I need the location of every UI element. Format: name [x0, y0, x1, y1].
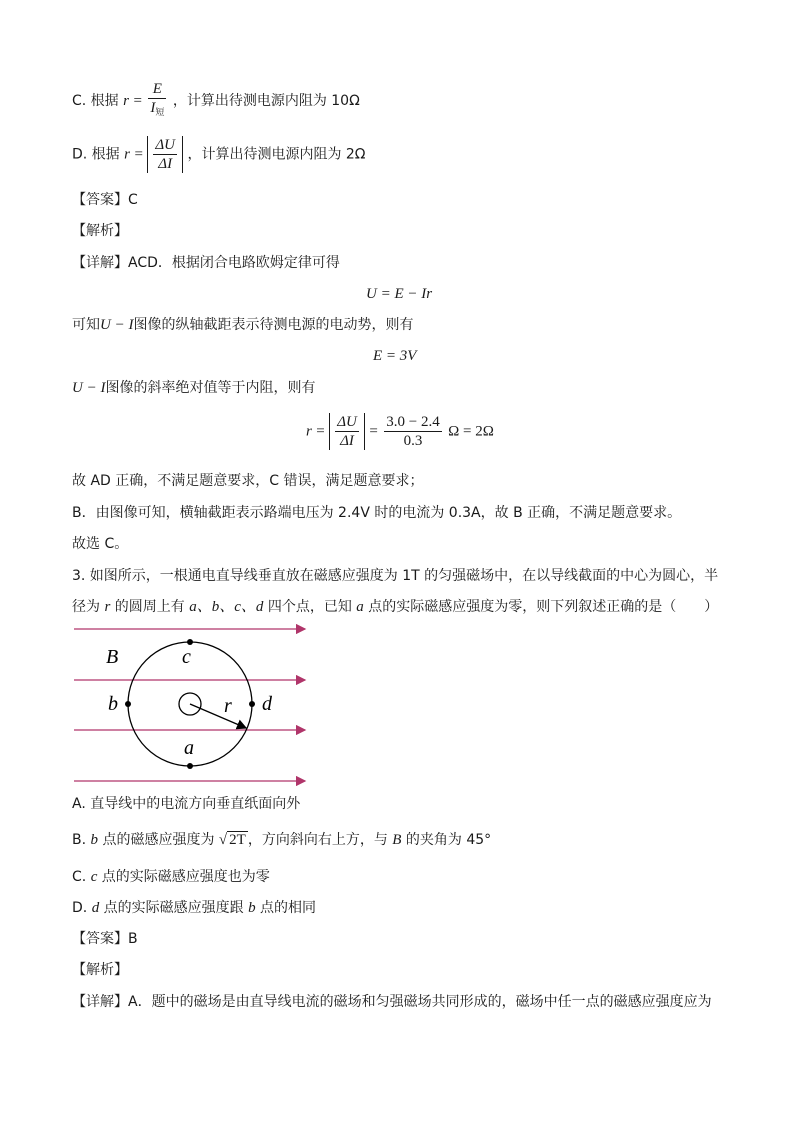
point-a: [187, 763, 193, 769]
magnetic-field-figure: [70, 620, 315, 790]
detail-text-2: 【详解】A．题中的磁场是由直导线电流的磁场和匀强磁场共同形成的，磁场中任一点的磁感应强度应为: [72, 994, 712, 1010]
equation-1: U = E − Ir: [366, 286, 433, 302]
radius-arrow: [190, 704, 246, 728]
option-b-q3: B. b 点的磁感应强度为 √ 2T ，方向斜向右上方，与 B 的夹角为 45°: [72, 832, 492, 848]
option-c: C. 根据 r = $\frac{E}{I_短}$ ，计算出待测电源内阻为 10Ω: [72, 80, 360, 122]
label-d: d: [262, 693, 272, 715]
sqrt-symbol: √ 2T: [218, 832, 246, 848]
label-b: b: [108, 693, 118, 715]
paragraph-1: 可知U − I图像的纵轴截距表示待测电源的电动势，则有: [72, 317, 414, 333]
label-c: c: [182, 646, 191, 668]
paragraph-4: B．由图像可知，横轴截距表示路端电压为 2.4V 时的电流为 0.3A，故 B 正确，不满足题意要求。: [72, 505, 682, 521]
answer-label-2: 【答案】B: [72, 931, 138, 947]
point-d: [249, 701, 255, 707]
option-c-q3: C. c 点的实际磁感应强度也为零: [72, 869, 270, 885]
equation-3: r = $\frac{\Delta U}{\Delta I}$ = $\frac{3.0 - 2.4}{0.3}$ Ω = 2Ω: [306, 414, 494, 449]
label-r: r: [224, 695, 232, 717]
label-a: a: [184, 737, 194, 759]
paragraph-2: U − I图像的斜率绝对值等于内阻，则有: [72, 380, 316, 396]
fraction-e-over-i: $\frac{E}{I_短}$: [150, 81, 165, 118]
paragraph-5: 故选 C。: [72, 536, 129, 552]
point-c: [187, 639, 193, 645]
option-a-q3: A. 直导线中的电流方向垂直纸面向外: [72, 796, 301, 812]
absolute-value: $\frac{\Delta U}{\Delta I}$: [147, 136, 183, 173]
question-3-line-1: 3. 如图所示，一根通电直导线垂直放在磁感应强度为 1T 的匀强磁场中，在以导线截面的中心为圆心，半: [72, 568, 719, 584]
analysis-label: 【解析】: [72, 223, 128, 239]
answer-label: 【答案】C: [72, 192, 138, 208]
option-d-q3: D. d 点的实际磁感应强度跟 b 点的相同: [72, 900, 317, 916]
point-b: [125, 701, 131, 707]
detail-text: 【详解】ACD．根据闭合电路欧姆定律可得: [72, 255, 340, 271]
equation-2: E = 3V: [373, 348, 417, 364]
label-b-field: B: [106, 646, 119, 668]
question-3-line-2: 径为 r 的圆周上有 a、b、c、d 四个点，已知 a 点的实际磁感应强度为零，则下列叙述正确的是（ ）: [72, 599, 719, 615]
analysis-label-2: 【解析】: [72, 962, 128, 978]
paragraph-3: 故 AD 正确，不满足题意要求，C 错误，满足题意要求；: [72, 473, 424, 489]
option-d: D. 根据 r = $\frac{\Delta U}{\Delta I}$ ，计算出待测电源内阻为 2Ω: [72, 137, 366, 172]
